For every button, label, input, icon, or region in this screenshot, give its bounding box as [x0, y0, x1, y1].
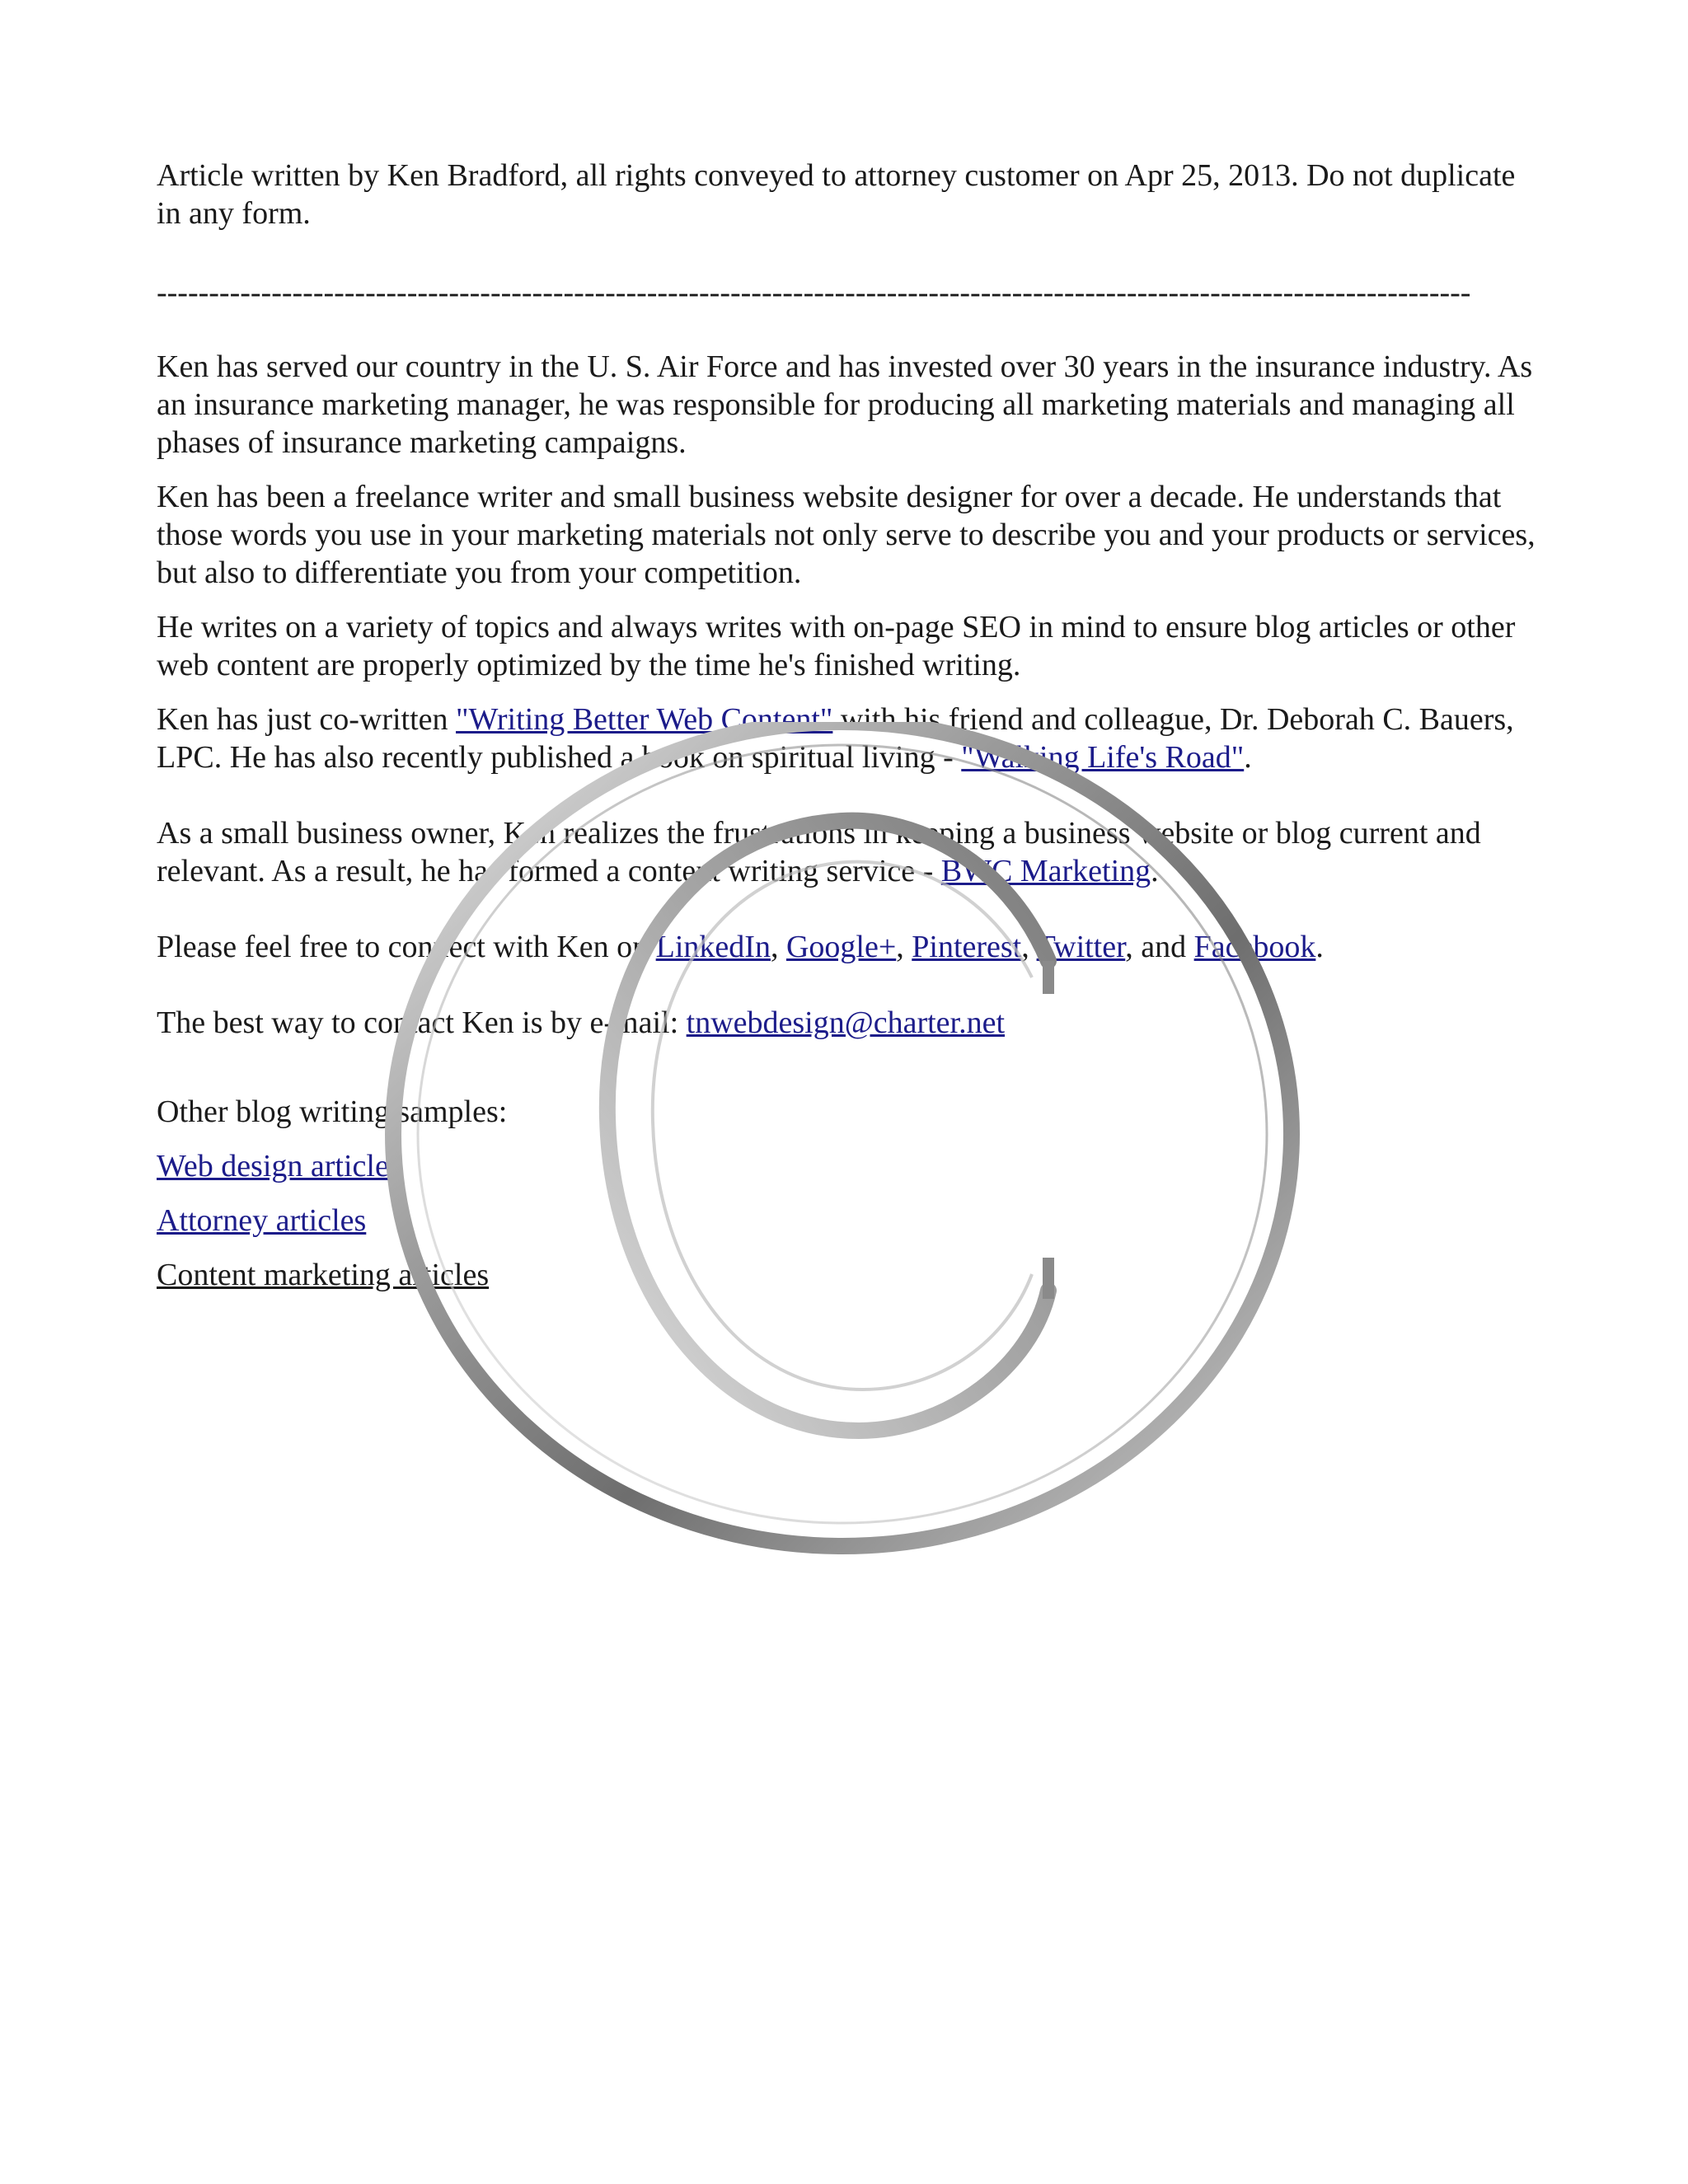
facebook-link[interactable]: Facebook — [1193, 930, 1316, 964]
content-marketing-articles-link[interactable]: Content marketing articles — [157, 1258, 490, 1292]
twitter-link[interactable]: Twitter — [1036, 930, 1126, 964]
attorney-articles-link[interactable]: Attorney articles — [157, 1203, 367, 1238]
email-link[interactable]: tnwebdesign@charter.net — [686, 1005, 1006, 1040]
sample-link-row — [157, 1256, 1541, 1294]
web-design-articles-link[interactable]: Web design articles — [157, 1149, 401, 1183]
separator-line: ------------------------------------------------------------------------------------------------------------------------------ — [157, 275, 1471, 310]
bio-paragraph-1: Ken has served our country in the U. S. Air Force and has invested over 30 years in the insurance industry. As an insurance marketing manager, he was responsible for producing all marketing materials and managing all phases of insurance marketing campaigns. — [157, 349, 1533, 460]
bio-paragraph-2: Ken has been a freelance writer and small business website designer for over a decade. He understands that those words you use in your marketing materials not only serve to describe you and your products or services, but also to differentiate you from your competition. — [157, 480, 1536, 590]
bio-paragraph-3: He writes on a variety of topics and always writes with on-page SEO in mind to ensure blog articles or other web content are properly optimized by the time he's finished writing. — [157, 610, 1516, 682]
rights-notice: Article written by Ken Bradford, all rights conveyed to attorney customer on Apr 25, 2013. Do not duplicate in any form. — [157, 158, 1516, 231]
writing-better-web-content-link[interactable]: "Writing Better Web Content" — [456, 702, 833, 737]
contact-paragraph: The best way to contact Ken is by e-mail: tnwebdesign@charter.net — [157, 1005, 1006, 1040]
googleplus-link[interactable]: Google+ — [785, 930, 897, 964]
sample-link-row — [157, 1202, 1541, 1240]
document-page — [157, 157, 1541, 1310]
walking-lifes-road-link[interactable]: "Walking Life's Road" — [961, 740, 1245, 775]
bwc-marketing-link[interactable]: BWC Marketing — [940, 854, 1151, 888]
bio-paragraph-4: Ken has just co-written "Writing Better Web Content" with his friend and colleague, Dr. Deborah C. Bauers, LPC. He has also recently published a book on spiritual living - "Walking Life's Road". — [157, 702, 1514, 775]
pinterest-link[interactable]: Pinterest — [912, 930, 1022, 964]
bio-paragraph-5: As a small business owner, Ken realizes the frustrations in keeping a business website or blog current and relevant. As a result, he has formed a content writing service - BWC Marketing. — [157, 816, 1481, 888]
linkedin-link[interactable]: LinkedIn — [655, 930, 771, 964]
samples-heading: Other blog writing samples: — [157, 1094, 508, 1129]
sample-link-row — [157, 1147, 1541, 1185]
connect-paragraph: Please feel free to connect with Ken on LinkedIn, Google+, Pinterest, Twitter, and Facebook. — [157, 930, 1324, 964]
